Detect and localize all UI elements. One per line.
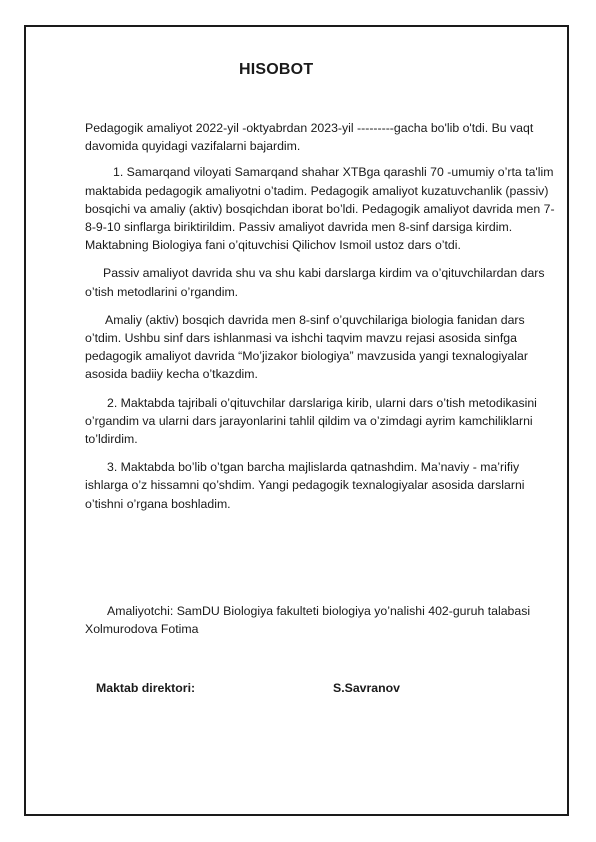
signature-name: S.Savranov xyxy=(333,681,400,695)
author-line: Amaliyotchi: SamDU Biologiya fakulteti biologiya yo’nalishi 402-guruh talabasi Xolmurodova Fotima xyxy=(85,604,531,637)
signature-label: Maktab direktori: xyxy=(96,681,196,695)
intro-paragraph: Pedagogik amaliyot 2022-yil -oktyabrdan 2023-yil ---------gacha bo'lib o'tdi. Bu vaqt davomida quyidagi vazifalarni bajardim. xyxy=(85,121,534,154)
document-title: HISOBOT xyxy=(239,61,314,78)
author-block xyxy=(85,602,555,638)
report-body xyxy=(85,119,555,523)
item-3-paragraph: 3. Maktabda bo’lib o’tgan barcha majlislarda qatnashdim. Ma’naviy - ma’rifiy ishlarga o’z hissamni qo’shdim. Yangi pedagogik texnalogiyalar asosida darslarni o’tishni o’rgana boshladim. xyxy=(85,460,525,511)
item-1-paragraph: 1. Samarqand viloyati Samarqand shahar XTBga qarashli 70 -umumiy o’rta ta'lim maktabida pedagogik amaliyotni o’tadim. Pedagogik amaliyot kuzatuvchanlik (passiv) bosqichi va amaliy (aktiv) bosqichdan iborat bo’ldi. Pedagogik amaliyot davrida men 7-8-9-10 sinflarga biriktirildim. Passiv amaliyot davrida men 8-sinf darsiga kirdim. Maktabning Biologiya fani o’qituvchisi Qilichov Ismoil ustoz dars o’tdi. xyxy=(85,165,555,253)
item-2-paragraph: 2. Maktabda tajribali o’qituvchilar darslariga kirib, ularni dars o’tish metodikasini o’rgandim va ularni dars jarayonlarini tahlil qildim va o’zimdagi ayrim kamchiliklarni to’ldirdim. xyxy=(85,395,537,447)
active-practice-paragraph: Amaliy (aktiv) bosqich davrida men 8-sinf o’quvchilariga biologia fanidan dars o’tdim. Ushbu sinf dars ishlanmasi va ishchi taqvim mavzu rejasi asosida sinfga pedagogik amaliyot davrida “Mo’jizakor biologiya” mavzusida yangi texnalogiyalar asosida badiiy kecha o’tkazdim. xyxy=(85,312,528,382)
passive-practice-paragraph: Passiv amaliyot davrida shu va shu kabi darslarga kirdim va o’qituvchilardan dars o’tish metodlarini o’rgandim. xyxy=(85,266,545,299)
